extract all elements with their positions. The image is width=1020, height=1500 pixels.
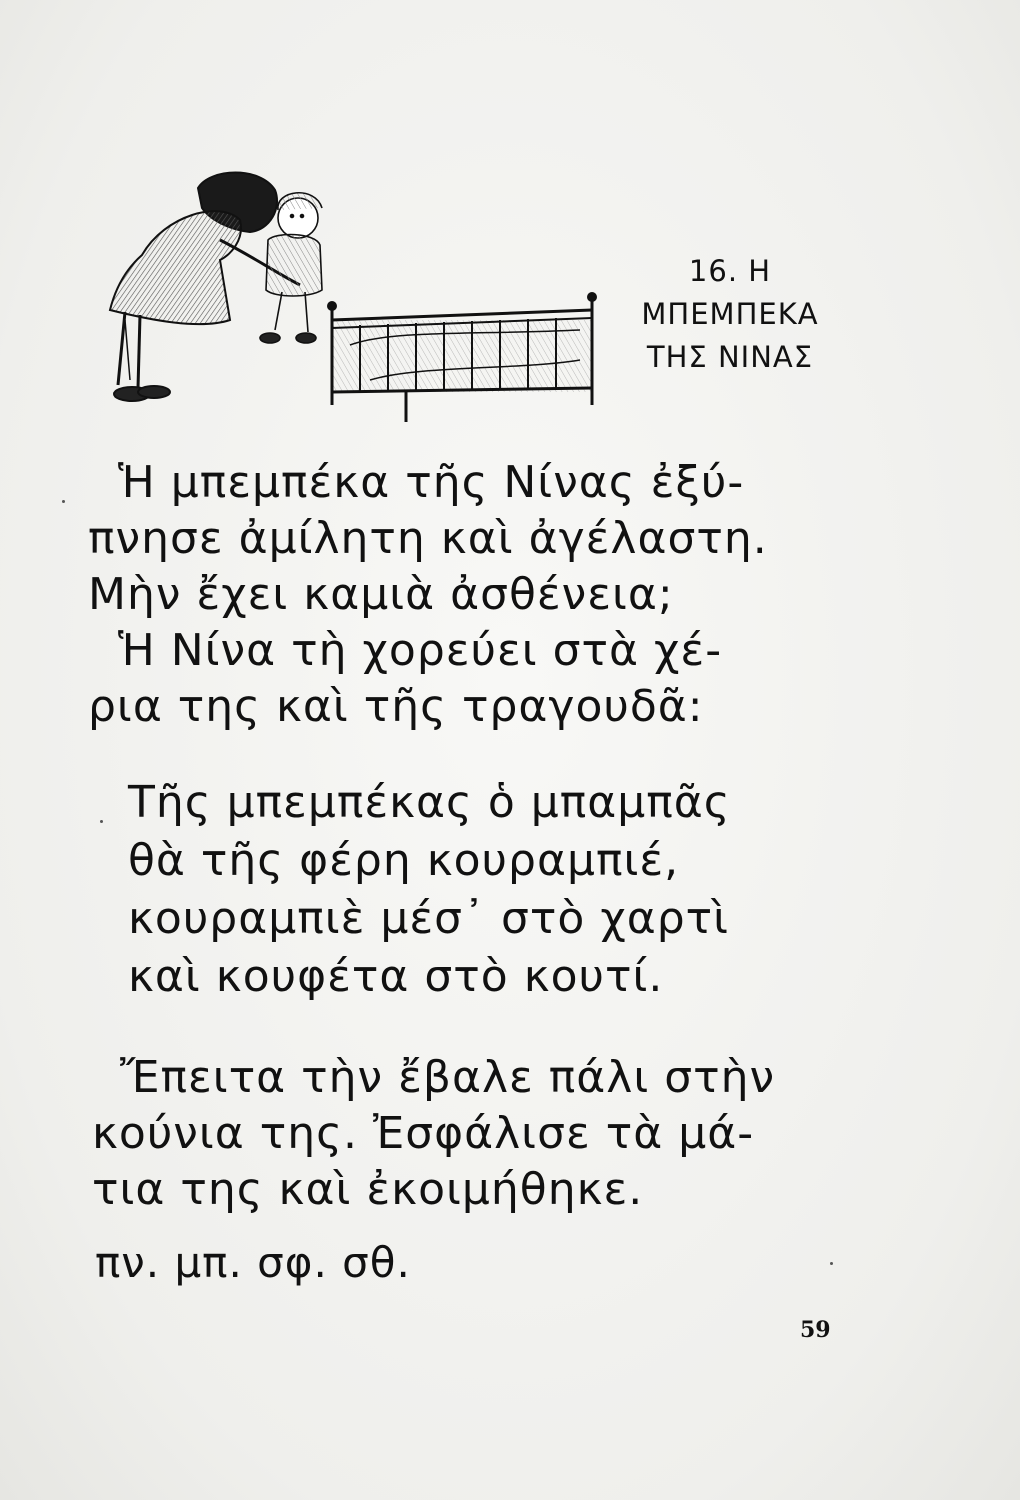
cradle-figure <box>328 293 596 422</box>
text-line: Ἔπειτα τὴν ἔβαλε πάλι στὴν <box>120 1052 776 1103</box>
paragraph-1 <box>88 455 768 735</box>
chapter-number-line: 16. Η <box>688 254 772 288</box>
text-line: Μὴν ἔχει καμιὰ ἀσθένεια; <box>88 569 674 620</box>
text-line: κούνια της. Ἐσφάλισε τὰ μά- <box>92 1108 755 1159</box>
page-number: 59 <box>800 1317 831 1343</box>
poem-line: καὶ κουφέτα στὸ κουτί. <box>128 951 664 1002</box>
poem-line: θὰ τῆς φέρη κουραμπιέ, <box>128 835 680 886</box>
text-line: Ἡ Νίνα τὴ χορεύει στὰ χέ- <box>118 625 723 676</box>
poem-line: Τῆς μπεμπέκας ὁ μπαμπᾶς <box>128 777 731 828</box>
poem <box>128 775 731 1007</box>
chapter-title <box>620 250 840 379</box>
chapter-title-line: ΜΠΕΜΠΕΚΑ <box>641 297 819 331</box>
text-line: ρια της καὶ τῆς τραγουδᾶ: <box>88 681 704 732</box>
girl-with-doll-and-cradle-illustration <box>70 160 610 430</box>
text-line: Ἡ μπεμπέκα τῆς Νίνας ἐξύ- <box>118 457 745 508</box>
paragraph-2 <box>92 1050 775 1218</box>
text-line: τια της καὶ ἐκοιμήθηκε. <box>92 1164 644 1215</box>
text-line: πνησε ἀμίλητη καὶ ἀγέλαστη. <box>88 513 768 564</box>
print-speck <box>830 1262 833 1265</box>
print-speck <box>62 500 65 503</box>
letter-groups: πν. μπ. σφ. σθ. <box>95 1238 411 1287</box>
print-speck <box>100 820 103 823</box>
poem-line: κουραμπιὲ μέσ᾽ στὸ χαρτὶ <box>128 893 730 944</box>
chapter-title-line: ΤΗΣ ΝΙΝΑΣ <box>646 340 814 374</box>
